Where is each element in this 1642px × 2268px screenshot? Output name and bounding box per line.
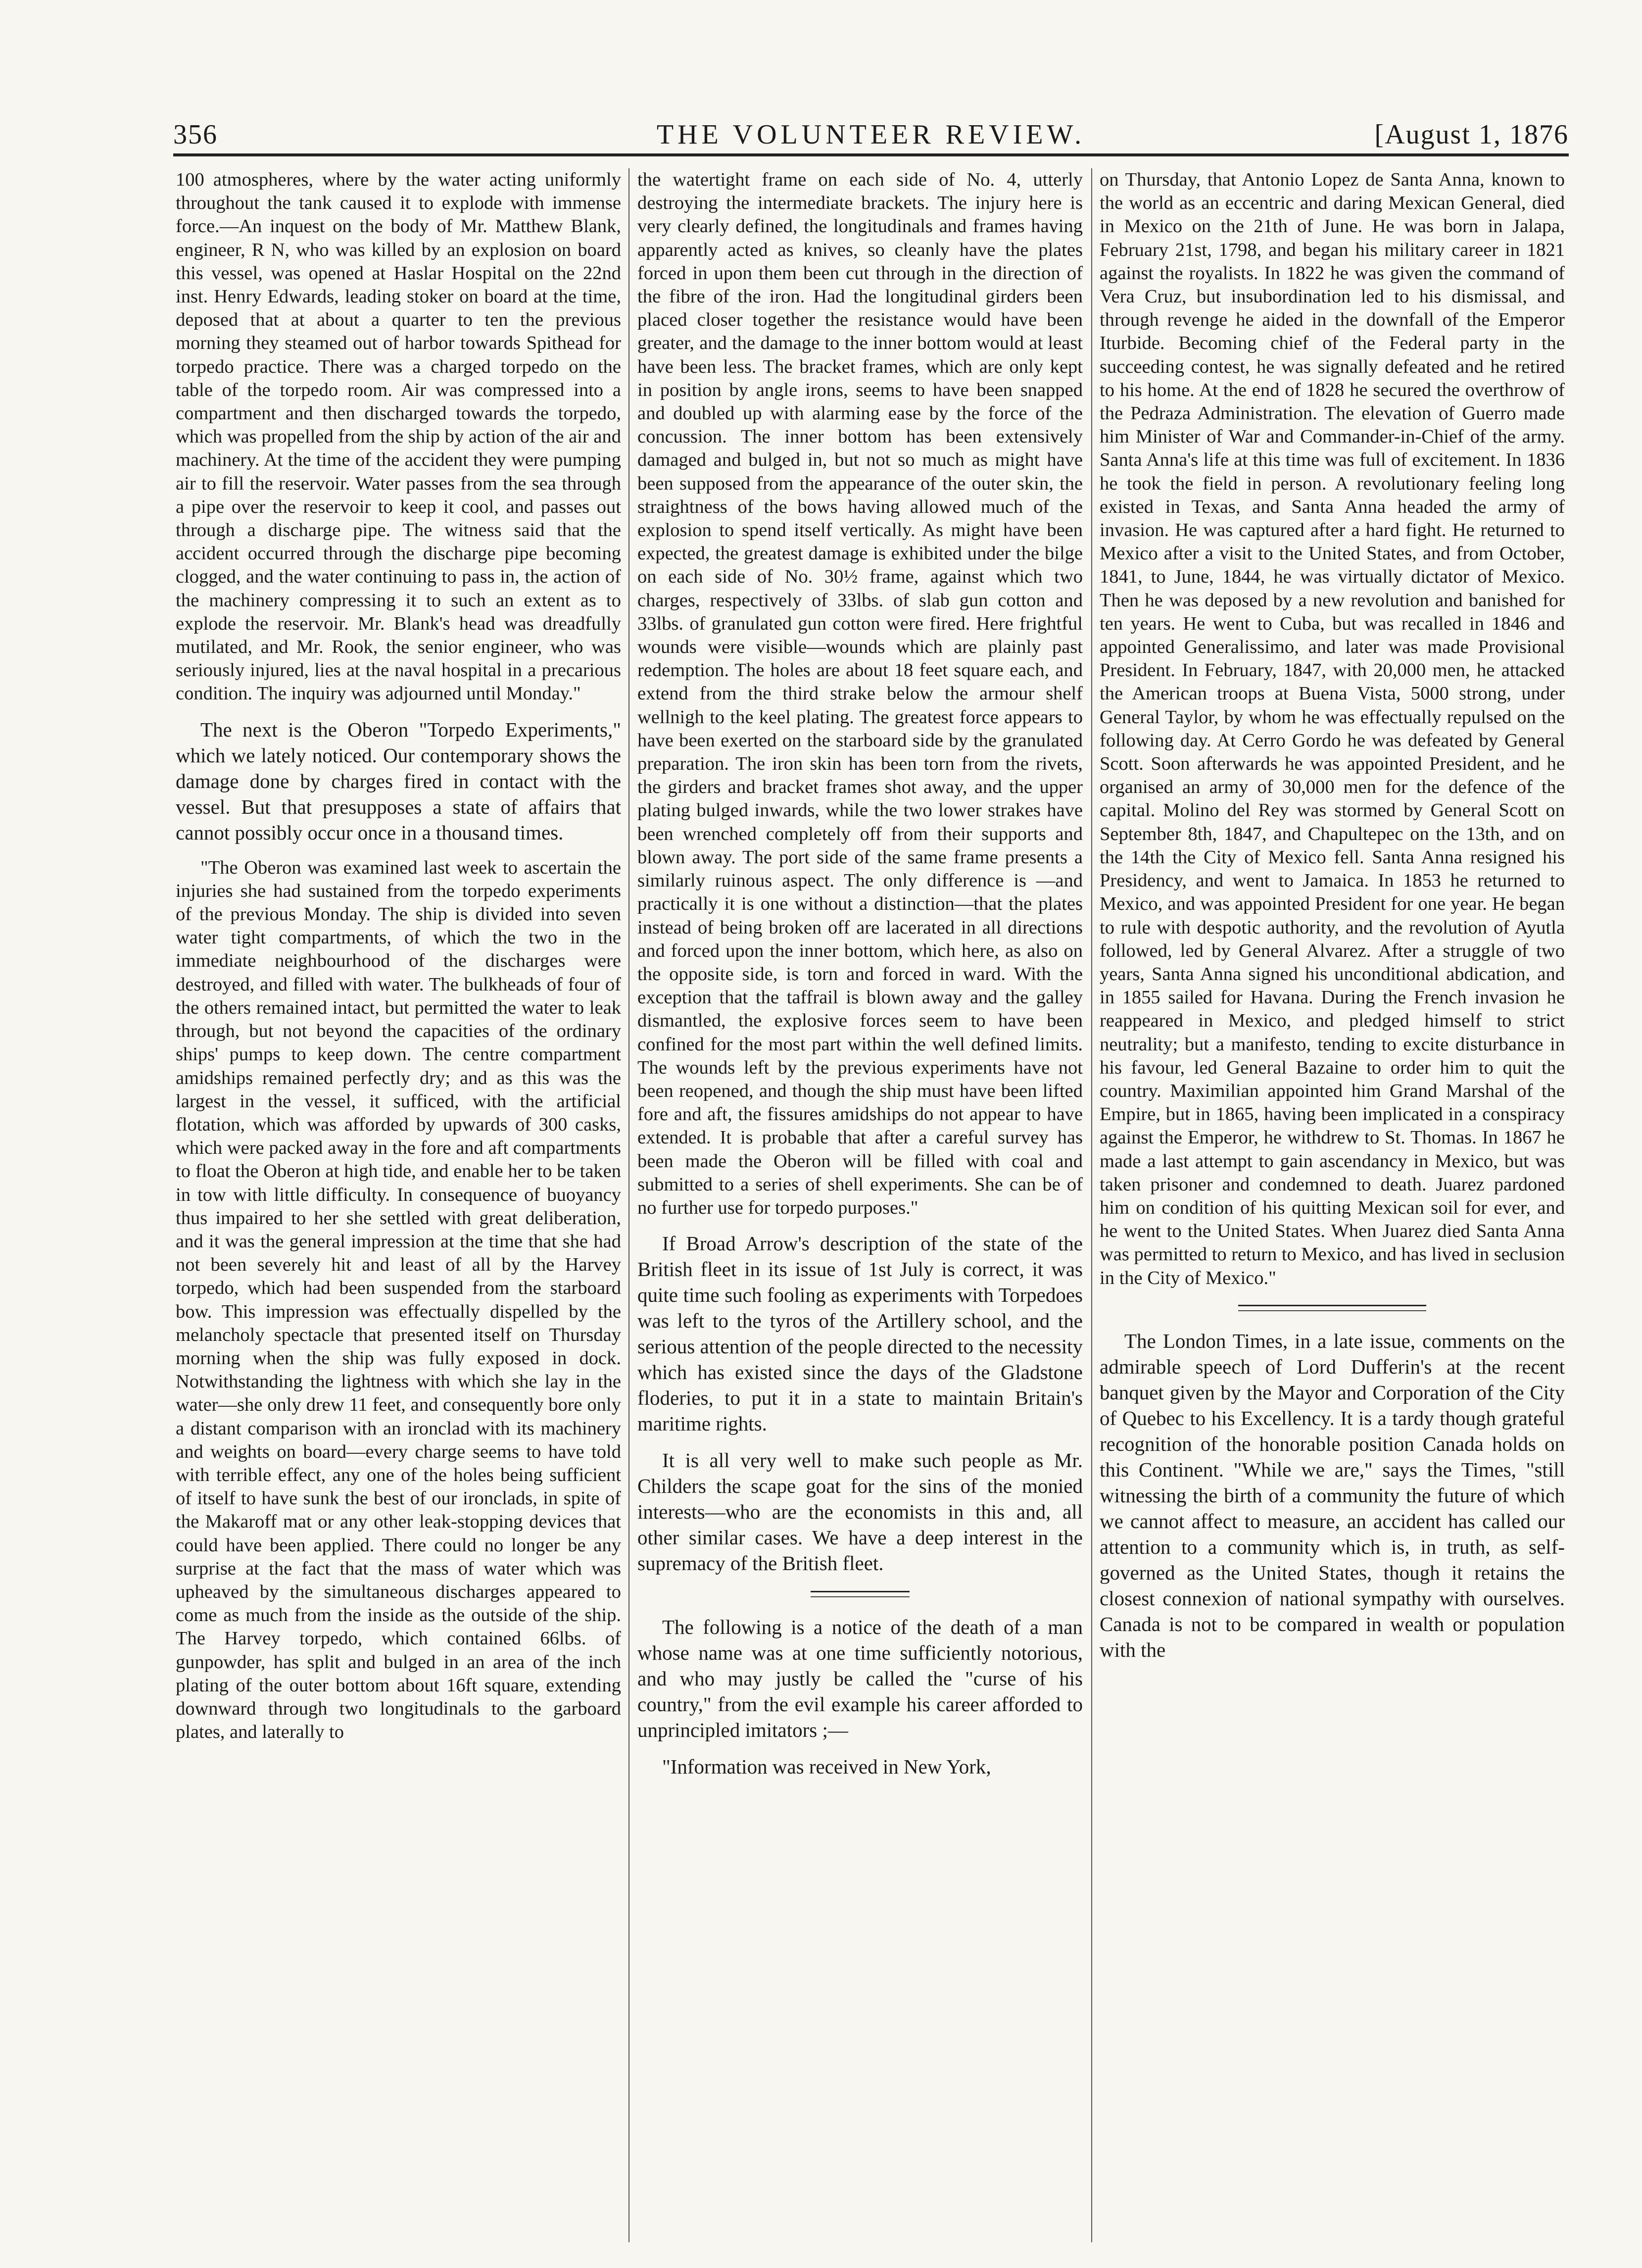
article-paragraph: "The Oberon was examined last week to ascertain the injuries she had sustained from the torpedo experiments of the previous Monday. The ship is divided into seven water tight compartments, of which the two in the immediate neighbourhood of the discharges were destroyed, and filled with water. The bulkheads of four of the others remained intact, but permitted the water to leak through, but not beyond the capacities of the ordinary ships' pumps to keep down. The centre compartment amidships remained perfectly dry; and as this was the largest in the vessel, it sufficed, with the artificial flotation, which was afforded by upwards of 300 casks, which were packed away in the fore and aft compartments to float the Oberon at high tide, and enable her to be taken in tow with little difficulty. In consequence of buoyancy thus impaired to her she settled with great deliberation, and it was the general impression at the time that she had not been severely hit and least of all by the Harvey torpedo, which had been suspended from the starboard bow. This impression was effectually dispelled by the melancholy spectacle that presented itself on Thursday morning when the ship was fully exposed in dock. Notwithstanding the lightness with which she lay in the water—she only drew 11 feet, and consequently bore only a distant comparison with an ironclad with its machinery and weights on board—every charge seems to have told with terrible effect, any one of the holes being sufficient of itself to have sunk the best of our ironclads, in spite of the Makaroff mat or any other leak-stopping devices that could have been applied. There could no longer be any surprise at the fact that the mass of water which was upheaved by the simultaneous discharges appeared to come as much from the inside as the outside of the ship. The Harvey torpedo, which contained 66lbs. of gunpowder, has split and bulged in an area of the inch plating of the outer bottom about 16ft square, extending downward through two longitudinals to the garboard plates, and laterally to: [176, 857, 621, 1743]
article-paragraph: on Thursday, that Antonio Lopez de Santa Anna, known to the world as an eccentric and daring Mexican General, died in Mexico on the 21th of June. He was born in Jalapa, February 21st, 1798, and began his military career in 1821 against the royalists. In 1822 he was given the command of Vera Cruz, but insubordination led to his dismissal, and through revenge he aided in the downfall of the Emperor Iturbide. Becoming chief of the Federal party in the succeeding contest, he was signally defeated and he retired to his home. At the end of 1828 he secured the overthrow of the Pedraza Administration. The elevation of Guerro made him Minister of War and Commander-in-Chief of the army. Santa Anna's life at this time was full of excitement. In 1836 he took the field in person. A revolutionary feeling long existed in Texas, and Santa Anna headed the army of invasion. He was captured after a hard fight. He returned to Mexico after a visit to the United States, and from October, 1841, to June, 1844, he was virtually dictator of Mexico. Then he was deposed by a new revolution and banished for ten years. He went to Cuba, but was recalled in 1846 and appointed Generalissimo, and later was made Provisional President. In February, 1847, with 20,000 men, he attacked the American troops at Buena Vista, 5000 strong, under General Taylor, by whom he was effectually repulsed on the following day. At Cerro Gordo he was defeated by General Scott. Soon afterwards he was appointed President, and he organised an army of 30,000 men for the defence of the capital. Molino del Rey was stormed by General Scott on September 8th, 1847, and Chapultepec on the 13th, and on the 14th the City of Mexico fell. Santa Anna resigned his Presidency, and went to Jamaica. In 1853 he returned to Mexico, and was appointed President for one year. He began to rule with despotic authority, and the revolution of Ayutla followed, led by General Alvarez. After a struggle of two years, Santa Anna signed his unconditional abdication, and in 1855 sailed for Havana. During the French invasion he reappeared in Mexico, and pledged himself to strict neutrality; but a manifesto, tending to excite disturbance in his favour, led General Bazaine to order him to quit the country. Maximilian appointed him Grand Marshal of the Empire, but in 1865, having been implicated in a conspiracy against the Emperor, he withdrew to St. Thomas. In 1867 he made a last attempt to gain ascendancy in Mexico, but was taken prisoner and condemned to death. Juarez pardoned him on condition of his quitting Mexican soil for ever, and he went to the United States. When Juarez died Santa Anna was permitted to return to Mexico, and has lived in seclusion in the City of Mexico.": [1100, 169, 1565, 1288]
section-separator: [1238, 1305, 1426, 1311]
column-divider: [1091, 168, 1092, 2242]
article-paragraph: 100 atmospheres, where by the water acting uniformly throughout the tank caused it to explode with immense force.—An inquest on the body of Mr. Matthew Blank, engineer, R N, who was killed by an explosion on board this vessel, was opened at Haslar Hospital on the 22nd inst. Henry Edwards, leading stoker on board at the time, deposed that at about a quarter to ten the previous morning they steamed out of harbor towards Spithead for torpedo practice. There was a charged torpedo on the table of the torpedo room. Air was compressed into a compartment and then discharged towards the torpedo, which was propelled from the ship by action of the air and machinery. At the time of the accident they were pumping air to fill the reservoir. Water passes from the sea through a pipe over the reservoir to keep it cool, and passes out through a discharge pipe. The witness said that the accident occurred through the discharge pipe becoming clogged, and the water continuing to pass in, the action of the machinery compressing it to such an extent as to explode the reservoir. Mr. Blank's head was dreadfully mutilated, and Mr. Rook, the senior engineer, who was seriously injured, lies at the naval hospital in a precarious condition. The inquiry was adjourned until Monday.": [176, 169, 621, 704]
column-1: [176, 168, 621, 2242]
article-paragraph: "Information was received in New York,: [662, 1755, 991, 1778]
masthead-title: THE VOLUNTEER REVIEW.: [656, 119, 1086, 150]
header-rule: [173, 153, 1569, 156]
column-2: [637, 168, 1083, 2242]
column-divider: [628, 168, 629, 2242]
issue-date: [August 1, 1876: [1374, 119, 1569, 150]
article-paragraph: The next is the Oberon "Torpedo Experiments," which we lately noticed. Our contemporary shows the damage done by charges fired in contact with the vessel. But that presupposes a state of affairs that cannot possibly occur once in a thousand times.: [176, 718, 621, 844]
article-paragraph: The London Times, in a late issue, comments on the admirable speech of Lord Dufferin's at the recent banquet given by the Mayor and Corporation of the City of Quebec to his Excellency. It is a tardy though grateful recognition of the honorable position Canada holds on this Continent. "While we are," says the Times, "still witnessing the birth of a community the future of which we cannot affect to measure, an accident has called our attention to a community which is, in truth, as self-governed as the United States, though it retains the closest connexion of national sympathy with ourselves. Canada is not to be compared in wealth or population with the: [1100, 1329, 1565, 1661]
running-header: [173, 119, 1569, 158]
page-number: 356: [173, 119, 218, 150]
section-separator: [811, 1591, 910, 1597]
article-paragraph: It is all very well to make such people as Mr. Childers the scape goat for the sins of the monied interests—who are the economists in this and, all other similar cases. We have a deep interest in the supremacy of the British fleet.: [637, 1449, 1083, 1575]
column-3: [1100, 168, 1565, 2242]
article-paragraph: the watertight frame on each side of No. 4, utterly destroying the intermediate brackets. The injury here is very clearly defined, the longitudinals and frames having apparently acted as knives, so cleanly have the plates forced in upon them been cut through in the direction of the fibre of the iron. Had the longitudinal girders been placed closer together the resistance would have been greater, and the damage to the inner bottom would at least have been less. The bracket frames, which are only kept in position by angle irons, seems to have been snapped and doubled up with alarming ease by the force of the concussion. The inner bottom has been extensively damaged and bulged in, but not so much as might have been supposed from the appearance of the outer skin, the straightness of the bows having allowed much of the explosion to spend itself vertically. As might have been expected, the greatest damage is exhibited under the bilge on each side of No. 30½ frame, against which two charges, respectively of 33lbs. of slab gun cotton and 33lbs. of granulated gun cotton were fired. Here frightful wounds were visible—wounds which are plainly past redemption. The holes are about 18 feet square each, and extend from the third strake below the armour shelf wellnigh to the keel plating. The greatest force appears to have been exerted on the starboard side by the granulated preparation. The iron skin has been torn from the rivets, the girders and bracket frames shot away, and the upper plating bulged inwards, while the two lower strakes have been wrenched completely off from their supports and blown away. The port side of the same frame presents a similarly ruinous aspect. The only difference is —and practically it is one without a distinction—that the plates instead of being broken off are lacerated in all directions and forced upon the inner bottom, which here, as also on the opposite side, is torn and forced in ward. With the exception that the taffrail is blown away and the galley dismantled, the explosive forces seem to have been confined for the most part within the well defined limits. The wounds left by the previous experiments have not been reopened, and though the ship must have been lifted fore and aft, the fissures amidships do not appear to have extended. It is probable that after a careful survey has been made the Oberon will be filled with coal and submitted to a series of shell experiments. She can be of no further use for torpedo purposes.": [637, 169, 1083, 1218]
article-paragraph: If Broad Arrow's description of the state of the British fleet in its issue of 1st July is correct, it was quite time such fooling as experiments with Torpedoes was left to the tyros of the Artillery school, and the serious attention of the people directed to the necessity which has existed since the days of the Gladstone floderies, to put it in a state to maintain Britain's maritime rights.: [637, 1232, 1083, 1435]
article-paragraph: The following is a notice of the death of a man whose name was at one time sufficiently notorious, and who may justly be called the "curse of his country," from the evil example his career afforded to unprincipled imitators ;—: [637, 1616, 1083, 1742]
